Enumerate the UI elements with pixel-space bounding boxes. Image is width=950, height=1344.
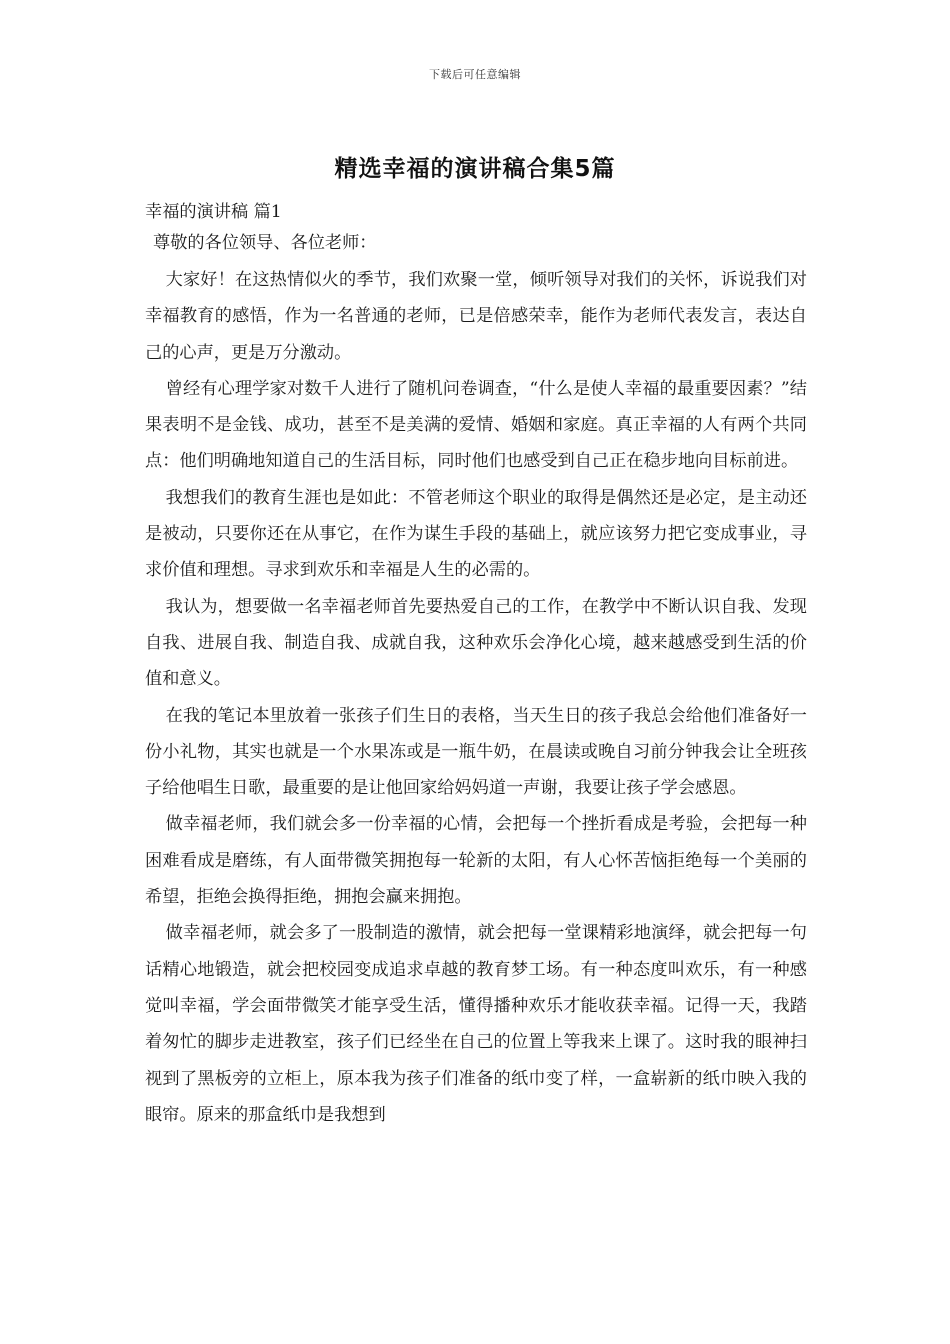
paragraph-7: 做幸福老师，就会多了一股制造的激情，就会把每一堂课精彩地演绎，就会把每一句话精心地锻造，就会把校园变成追求卓越的教育梦工场。有一种态度叫欢乐，有一种感觉叫幸福，学会面带微笑才能享受生活，懂得播种欢乐才能收获幸福。记得一天，我踏着匆忙的脚步走进教室，孩子们已经坐在自己的位置上等我来上课了。这时我的眼神扫视到了黑板旁的立柜上，原本我为孩子们准备的纸巾变了样，一盒崭新的纸巾映入我的眼帘。原来的那盒纸巾是我想到 — [145, 923, 807, 1125]
page-header-note: 下载后可任意编辑 — [429, 68, 521, 81]
paragraph-3: 我想我们的教育生涯也是如此：不管老师这个职业的取得是偶然还是必定，是主动还是被动，只要你还在从事它，在作为谋生手段的基础上，就应该努力把它变成事业，寻求价值和理想。寻求到欢乐和幸福是人生的必需的。 — [145, 487, 807, 581]
paragraph-4: 我认为，想要做一名幸福老师首先要热爱自己的工作，在教学中不断认识自我、发现自我、进展自我、制造自我、成就自我，这种欢乐会净化心境，越来越感受到生活的价值和意义。 — [145, 596, 807, 690]
document-body — [145, 198, 807, 1133]
paragraph-2: 曾经有心理学家对数千人进行了随机问卷调查，“什么是使人幸福的最重要因素？”结果表明不是金钱、成功，甚至不是美满的爱情、婚姻和家庭。真正幸福的人有两个共同点：他们明确地知道自己的生活目标，同时他们也感受到自己正在稳步地向目标前进。 — [145, 378, 807, 472]
paragraph-5: 在我的笔记本里放着一张孩子们生日的表格，当天生日的孩子我总会给他们准备好一份小礼物，其实也就是一个水果冻或是一瓶牛奶，在晨读或晚自习前分钟我会让全班孩子给他唱生日歌，最重要的是让他回家给妈妈道一声谢，我要让孩子学会感恩。 — [145, 705, 807, 799]
paragraph-6: 做幸福老师，我们就会多一份幸福的心情，会把每一个挫折看成是考验，会把每一种困难看成是磨练，有人面带微笑拥抱每一轮新的太阳，有人心怀苦恼拒绝每一个美丽的希望，拒绝会换得拒绝，拥抱会赢来拥抱。 — [145, 814, 807, 908]
salutation: 尊敬的各位领导、各位老师： — [153, 233, 377, 253]
document-title: 精选幸福的演讲稿合集5篇 — [334, 156, 616, 182]
paragraph-1: 大家好！在这热情似火的季节，我们欢聚一堂，倾听领导对我们的关怀，诉说我们对幸福教育的感悟，作为一名普通的老师，已是倍感荣幸，能作为老师代表发言，表达自己的心声，更是万分激动。 — [145, 270, 807, 363]
section-subtitle: 幸福的演讲稿 篇1 — [145, 202, 282, 222]
